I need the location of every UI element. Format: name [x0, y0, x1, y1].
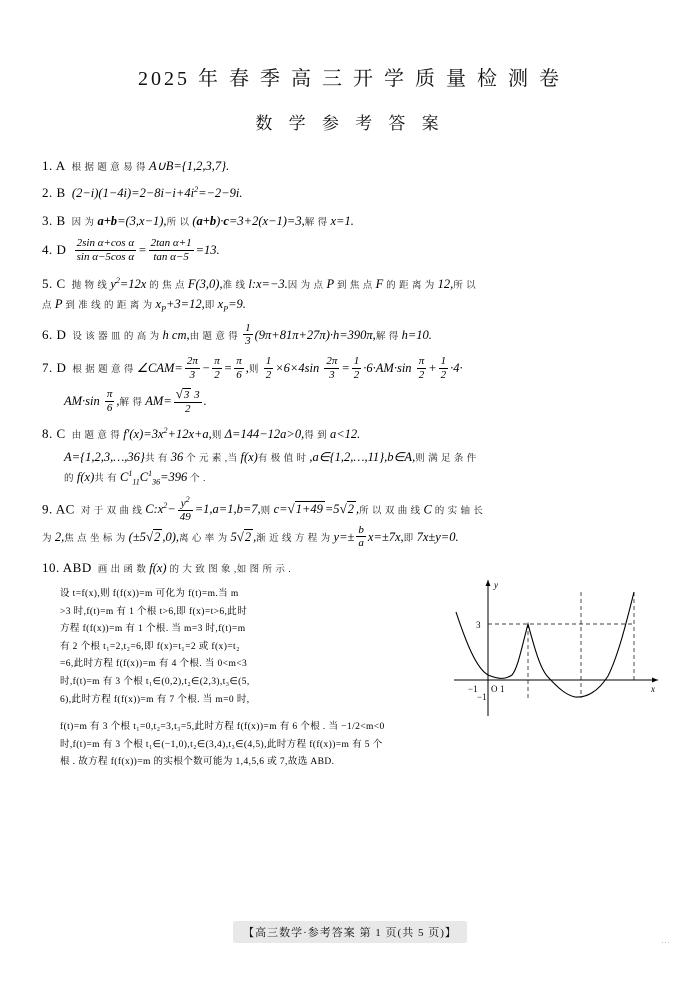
answer-math-7c: AM·sin $\frac{\pi}{6}$ ,	[64, 388, 120, 415]
svg-text:O: O	[491, 683, 498, 694]
answer-item-5	[42, 274, 660, 315]
answer-10-line-5: =6,此时方程 f(f(x))=m 有 4 个根. 当 0<m<3	[60, 659, 248, 670]
function-graph	[448, 572, 666, 722]
answer-math-5f: 12,	[437, 277, 454, 292]
answer-10-line-1: 设 t=f(x),则 f(f(x))=m 可化为 f(t)=m.当 m	[60, 589, 239, 600]
answer-math-9a: $C:x^2-$ $\frac{y^2}{49}$ =1,a=1,b=7,	[145, 494, 261, 523]
answer-label-2: 2. B	[42, 185, 66, 201]
answer-item-8-line2	[64, 448, 660, 488]
answer-label-1: 1. A	[42, 158, 66, 173]
answer-note-10b: 的 大 致 图 象 ,如 图 所 示 .	[166, 564, 292, 575]
answer-label-9: 9. AC	[42, 500, 75, 516]
answer-math-8f: f(x)	[240, 450, 258, 465]
answer-label-4: 4. D	[42, 242, 67, 258]
answer-item-9	[42, 496, 660, 551]
answer-note-9e: 焦 点 坐 标 为	[64, 533, 129, 544]
answer-math-8g: ,a∈{1,2,…,11},b∈A,	[309, 450, 416, 465]
svg-text:3: 3	[476, 619, 481, 630]
answer-math-3b: =(3,x−1),	[117, 213, 167, 228]
answer-math-8d: A={1,2,3,…,36}	[64, 450, 145, 465]
answer-item-7-line2	[64, 388, 660, 417]
answers-content	[42, 156, 660, 772]
svg-text:−1: −1	[468, 683, 478, 694]
answer-note-6b: 由 题 意 得	[189, 331, 242, 342]
answer-math-4: $\frac{\text{2sin α+cos α}}{\text{sin α−5cos α}}$ = $\frac{\text{2tan α+1}}{\text{tan α−5}}$ =13.	[76, 237, 220, 263]
answer-10-text-block	[60, 586, 438, 709]
answer-math-5c: l:x=−3.	[248, 277, 288, 292]
answer-math-5g: P	[54, 296, 63, 311]
answer-math-2: $(2-i)(1-4i)=2-8i-i+4i^2=-2-9i$.	[68, 185, 243, 201]
page-subtitle: 数 学 参 考 答 案	[255, 114, 445, 133]
answer-note-5b: 的 焦 点	[146, 281, 188, 292]
answer-math-7a: ∠CAM= $\frac{2\pi}{3}$ − $\frac{\pi}{2}$ = $\frac{\pi}{6}$ ,	[136, 354, 249, 381]
answer-10-line-2: >3 时,f(t)=m 有 1 个根 t>6,即 f(x)=t>6,此时	[60, 606, 248, 617]
page-footer	[0, 921, 700, 943]
answer-note-3c: 解 得	[304, 217, 331, 228]
answer-math-8b: Δ=144−12a>0,	[224, 426, 305, 441]
answer-note-9d: 的 实 轴 长 为	[42, 505, 484, 544]
answer-note-6c: 解 得	[375, 331, 402, 342]
answer-math-5h: $x_P+3=12$,	[155, 296, 205, 314]
answer-note-8i: 个 .	[187, 473, 206, 484]
answer-note-1: 根 据 题 意 易 得	[68, 163, 149, 173]
answer-note-7b: 则	[248, 364, 262, 375]
answer-math-5i: $x_P=9$.	[217, 296, 246, 314]
answer-math-8c: a<12.	[330, 426, 361, 441]
answer-note-5d: 因 为 点	[287, 281, 327, 292]
answer-math-9b: c=√1+49 =5√2 ,	[273, 500, 360, 516]
answer-math-5d: P	[326, 277, 335, 292]
answer-math-5a: $y^2=12x$	[110, 276, 147, 292]
answer-note-9b: 则	[260, 505, 274, 516]
answer-item-4	[42, 238, 660, 264]
svg-text:1: 1	[500, 683, 505, 694]
answer-note-8c: 得 到	[304, 430, 330, 441]
answer-math-5b: F(3,0),	[187, 277, 223, 292]
answer-note-9c: 所 以 双 曲 线	[359, 505, 424, 516]
answer-label-3: 3. B	[42, 212, 66, 228]
answer-math-7b: $\frac{1}{2}$ ×6×4sin $\frac{2\pi}{3}$ = $\frac{1}{2}$ ·6·AM·sin $\frac{\pi}{2}$ + $\frac{1}{2}$ ·4·	[265, 354, 463, 381]
answer-note-5g: 所 以 点	[42, 281, 477, 311]
answer-note-5h: 到 准 线 的 距 离 为	[62, 300, 156, 311]
answer-note-6a: 设 该 器 皿 的 高 为	[69, 331, 163, 342]
answer-math-10a: f(x)	[149, 560, 167, 575]
answer-note-3b: 所 以	[166, 217, 193, 228]
answer-note-5a: 抛 物 线	[68, 281, 111, 292]
answer-note-8f: 有 极 值 时	[257, 454, 310, 465]
answer-note-3a: 因 为	[68, 217, 98, 228]
answer-note-8d: 共 有	[144, 454, 171, 465]
answer-label-5: 5. C	[42, 276, 66, 292]
corner-mark: …	[661, 935, 670, 945]
answer-math-6c: h=10.	[401, 327, 432, 342]
answer-math-9g: y=± $\frac{b}{a}$ x=±7x,	[333, 523, 404, 550]
answer-math-5e: F	[375, 277, 384, 292]
answer-label-8: 8. C	[42, 425, 66, 441]
page-title: 2025 年 春 季 高 三 开 学 质 量 检 测 卷	[138, 68, 562, 90]
answer-item-3	[42, 211, 660, 231]
answer-math-7d: AM= $\frac{√3 3}{2}$ .	[145, 386, 207, 416]
answer-math-8a: $f'(x)=3x^2+12x+a$,	[123, 425, 212, 441]
answer-10-full-line-3: 根 . 故方程 f(f(x))=m 的实根个数可能为 1,4,5,6 或 7,故选 ABD.	[60, 757, 335, 768]
answer-math-6b: $\frac{1}{3}$ (9π+81π+27π)·h=390π,	[245, 321, 376, 348]
answer-item-1	[42, 156, 660, 176]
answer-note-5c: 准 线	[222, 281, 249, 292]
answer-10-line-4: 有 2 个根 t₁=2,t₂=6,即 f(x)=t₁=2 或 f(x)=t₂	[60, 641, 240, 652]
answer-note-5i: 即	[204, 300, 218, 311]
answer-math-8i: $C^1_{11}C^1_{36}=396$	[120, 468, 188, 487]
answer-item-2	[42, 183, 660, 203]
answer-note-9f: 离 心 率 为	[179, 533, 231, 544]
answer-math-8h: f(x)	[76, 469, 95, 484]
answer-math-9e: (±5√2 ,0),	[128, 528, 179, 544]
answer-label-7: 7. D	[42, 359, 67, 375]
answer-note-8h: 共 有	[94, 473, 121, 484]
answer-note-9g: 渐 近 线 方 程 为	[256, 533, 334, 544]
answer-math-9h: 7x±y=0.	[416, 529, 459, 544]
answer-note-8g: 则 满 足 条 件 的	[64, 454, 477, 484]
answer-item-8	[42, 424, 660, 489]
answer-10-line-3: 方程 f(f(x))=m 有 1 个根. 当 m=3 时,f(t)=m	[60, 624, 246, 635]
svg-text:−1: −1	[477, 691, 487, 702]
answer-note-7a: 根 据 题 意 得	[69, 364, 137, 375]
svg-text:x: x	[651, 683, 655, 694]
answer-math-1: A∪B={1,2,3,7}.	[148, 159, 230, 173]
answer-10-full-line-2: 时,f(t)=m 有 3 个根 t₁∈(−1,0),t₂∈(3,4),t₃∈(4,5),此时方程 f(f(x))=m 有 5 个	[60, 739, 383, 750]
answer-note-8a: 由 题 意 得	[68, 430, 124, 441]
answer-note-5f: 的 距 离 为	[383, 281, 438, 292]
answer-math-6a: h cm,	[162, 327, 190, 342]
answer-note-8e: 个 元 素 ,当	[183, 454, 241, 465]
answer-math-3a: a+b	[97, 213, 118, 228]
answer-label-6: 6. D	[42, 326, 67, 342]
answer-note-9h: 即	[403, 533, 417, 544]
answer-math-8e: 36	[170, 450, 184, 465]
answer-10-line-7: 6),此时方程 f(f(x))=m 有 7 个根. 当 m=0 时,	[60, 694, 250, 705]
answer-note-10a: 画 出 函 数	[94, 564, 150, 575]
answer-item-7	[42, 356, 660, 417]
answer-math-9c: C	[423, 501, 432, 516]
answer-10-text-block-full	[60, 719, 678, 772]
answer-10-line-6: 时,f(t)=m 有 3 个根 t₁∈(0,2),t₂∈(2,3),t₃∈(5,	[60, 677, 250, 688]
answer-10-full-line-1: f(t)=m 有 3 个根 t₁=0,t₂=3,t₃=5,此时方程 f(f(x))=m 有 6 个根 . 当 −1/2<m<0	[60, 722, 385, 733]
footer-label: 【高三数学·参考答案 第 1 页(共 5 页)】	[233, 921, 467, 943]
answer-math-3c: (a+b)·c=3+2(x−1)=3,	[192, 213, 305, 228]
answer-label-10: 10. ABD	[42, 559, 92, 575]
answer-item-10	[42, 558, 660, 772]
answer-item-6	[42, 323, 660, 349]
answer-math-9d: 2,	[54, 529, 65, 544]
answer-note-7c: 解 得	[119, 398, 146, 409]
answer-note-9a: 对 于 双 曲 线	[77, 505, 146, 516]
answer-note-5e: 到 焦 点	[334, 281, 376, 292]
svg-text:y: y	[494, 579, 498, 590]
answer-note-8b: 则	[211, 430, 225, 441]
answer-math-3d: x=1.	[330, 213, 354, 228]
answer-math-9f: 5√2 ,	[230, 528, 257, 544]
